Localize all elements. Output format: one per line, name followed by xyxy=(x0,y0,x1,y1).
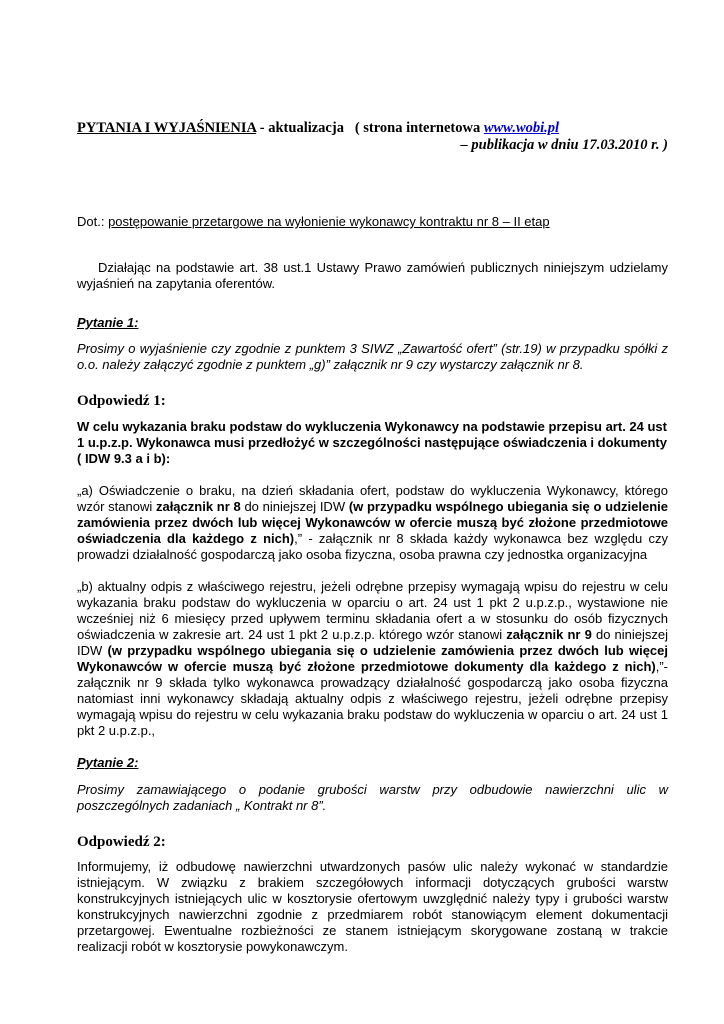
answer-2-title: Odpowiedź 2: xyxy=(77,834,166,850)
answer-2-text: Informujemy, iż odbudowę nawierzchni utwardzonych pasów ulic należy wykonać w standardzie istniejącym. W związku z brakiem szczegółowych informacji dotyczących grubości warstw konstrukcyjnych istniejących ulic w kosztorysie ofertowym uwzględnić należy typy i grubości warstw konstrukcyjnych nawierzchni zgodnie z przedmiarem robót stanowiącym element dokumentacji przetargowej. Ewentualne rozbieżności ze stanem istniejącym skorygowane zostaną w trakcie realizacji robót w kosztorysie powykonawczym. xyxy=(77,859,668,954)
header-site-prefix: ( strona internetowa xyxy=(354,120,484,136)
intro-paragraph: Działając na podstawie art. 38 ust.1 Ustawy Prawo zamówień publicznych niniejszym udzielamy wyjaśnień na zapytania oferentów. xyxy=(77,260,668,291)
header-update: aktualizacja xyxy=(268,120,344,136)
question-1-colon: : xyxy=(134,315,139,330)
question-1-text: Prosimy o wyjaśnienie czy zgodnie z punktem 3 SIWZ „Zawartość ofert” (str.19) w przypadku spółki z o.o. należy załączyć zgodnie z punktem „g)” załącznik nr 9 czy wystarczy załącznik nr 8. xyxy=(77,341,668,372)
header-line-1 xyxy=(77,120,668,137)
answer-1-point-b xyxy=(77,579,668,739)
subject-label: Dot.: xyxy=(77,214,109,229)
point-a-text-3: ,” - załącznik nr 8 składa każdy wykonawca bez względu czy prowadzi działalność gospodarczą jako osoba fizyczna, osoba prawna czy jednostka organizacyjna xyxy=(77,531,668,562)
subject-text: postępowanie przetargowe na wyłonienie wykonawcy kontraktu nr 8 – II etap xyxy=(108,214,550,229)
website-link[interactable]: www.wobi.pl xyxy=(483,120,560,136)
answer-1-point-a xyxy=(77,483,668,563)
question-2-text: Prosimy zamawiającego o podanie grubości warstw przy odbudowie nawierzchni ulic w poszczególnych zadaniach „ Kontrakt nr 8”. xyxy=(77,782,668,813)
subject-line xyxy=(77,214,668,230)
point-a-attachment: załącznik nr 8 xyxy=(155,499,241,514)
header-publication: – publikacja w dniu 17.03.2010 r. ) xyxy=(460,137,668,153)
header-title: PYTANIA I WYJAŚNIENIA xyxy=(77,120,257,136)
document-header xyxy=(77,120,668,154)
document-page xyxy=(77,120,668,955)
question-1-title xyxy=(77,315,668,331)
point-b-text-2: do niniejszej IDW xyxy=(77,627,669,658)
point-a-bold-note: (w przypadku wspólnego ubiegania się o udzielenie zamówienia przez dwóch lub więcej Wykonawców w ofercie muszą być złożone przedmiotowe oświadczenia dla każdego z nich) xyxy=(77,499,668,546)
point-b-text-3: ,”- załącznik nr 9 składa tylko wykonawca prowadzący działalność gospodarczą jako osoba fizyczna natomiast inni wykonawcy składają aktualny odpis z właściwego rejestru, jeżeli odrębne przepisy wymagają wpisu do rejestru w celu wykazania braku podstaw do wykluczenia w oparciu o art. 24 ust 1 pkt 2 u.p.z.p., xyxy=(77,659,668,738)
answer-1-lead: W celu wykazania braku podstaw do wykluczenia Wykonawcy na podstawie przepisu art. 24 ust 1 u.p.z.p. Wykonawca musi przedłożyć w szczególności następujące oświadczenia i dokumenty ( IDW 9.3 a i b): xyxy=(77,419,667,466)
point-b-text-1: „b) aktualny odpis z właściwego rejestru, jeżeli odrębne przepisy wymagają wpisu do rejestru w celu wykazania braku podstaw do wykluczenia w oparciu o art. 24 ust 1 pkt 2 u.p.z.p., wystawione nie wcześniej niż 6 miesięcy przed upływem terminu składania ofert a w stosunku do osób fizycznych oświadczenia w zakresie art. 24 ust 1 pkt 2 u.p.z.p. którego wzór stanowi xyxy=(77,579,668,642)
point-b-attachment: załącznik nr 9 xyxy=(506,627,592,642)
point-b-bold-note: (w przypadku wspólnego ubiegania się o udzielenie zamówienia przez dwóch lub więcej Wykonawców w ofercie muszą być złożone przedmiotowe dokumenty dla każdego z nich) xyxy=(77,643,668,674)
header-dash: - xyxy=(256,120,269,136)
question-1-title-text: Pytanie 1 xyxy=(77,315,135,330)
answer-1-title: Odpowiedź 1: xyxy=(77,393,166,409)
point-a-text-1: „a) Oświadczenie o braku, na dzień składania ofert, podstaw do wykluczenia Wykonawcy, którego wzór stanowi xyxy=(77,483,668,514)
question-2-title: Pytanie 2: xyxy=(77,755,139,770)
point-a-text-2: do niniejszej IDW xyxy=(240,499,349,514)
